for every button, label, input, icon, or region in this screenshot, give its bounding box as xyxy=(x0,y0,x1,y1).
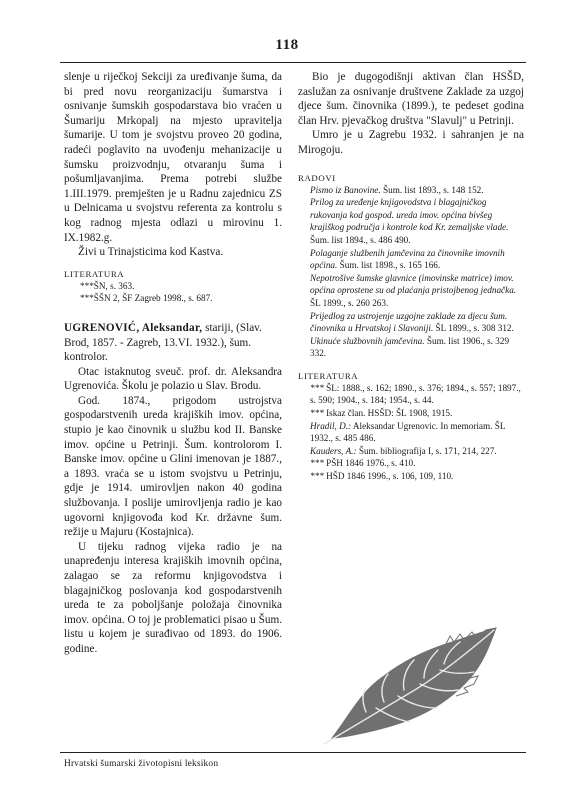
work-item xyxy=(298,335,524,360)
work-ref: ŠL 1899., s. 308 312. xyxy=(433,323,514,334)
paragraph: Otac istaknutog sveuč. prof. dr. Aleksandra Ugrenovića. Školu je polazio u Slav. Brodu. xyxy=(64,365,282,393)
continuation-text: slenje u riječkoj Sekciji za uređivanje šuma, da bi pred novu reorganizaciju šumarstva i osnivanje šumskih gospodarstava bio vraćen u Šumariju Mrkopalj na mjesto upravitelja šumarije. U tom je svojstvu proveo 20 godina, radeći poglavito na uvođenju mehanizacije u šumsku proizvodnju, otvaranju šuma i pošumljavanjima. Prema potrebi službe 1.III.1979. premješten je u Radnu zajednicu ZS u Delnicama u svojstvu referenta za kontrolu s kog radnog mjesta odlazi u mirovinu 1. IX.1982.g. xyxy=(64,71,282,244)
lit-text: Šum. bibliografija I, s. 171, 214, 227. xyxy=(356,445,497,456)
work-title: Prilog za uređenje knjigovodstva i blagajničkog rukovanja kod gospod. ureda imov. općina bivšeg krajiškog područja i kontrole kod Kr. zemaljske vlade. xyxy=(310,197,509,233)
work-ref: Šum. list 1893., s. 148 152. xyxy=(380,184,484,195)
paragraph: God. 1874., prigodom ustrojstva gospodarstvenih ureda krajiških imov. općina, stupio je kao činovnik u službu kod II. Banske imov. općine u Petrinji. Šum. kontrolorom I. Banske imov. općine u Glini imenovan je 1887., a 1893. vraća se u istom svojstvu u Petrinju, gdje je 1914. umirovljen nakon 40 godina službovanja. I poslije umirovljenja radio je kao ugovorni knjigovođa kod Kr. državne šum. režije u Majuru (Kostajnica). xyxy=(64,394,282,539)
lit-text: Iskaz član. HSŠD: ŠL 1908, 1915. xyxy=(323,408,453,419)
left-column xyxy=(64,70,282,657)
work-item xyxy=(298,310,524,335)
entry-name: UGRENOVIĆ, Aleksandar, xyxy=(64,321,203,334)
lit-text: Aleksandar Ugrenovic. In memoriam. ŠL 1932., s. 485 486. xyxy=(310,420,506,444)
literatura-item xyxy=(298,420,524,445)
literatura-item: ***ŠN, s. 363. xyxy=(80,280,135,291)
lit-author: Hradil, D.: xyxy=(310,420,352,431)
header-rule xyxy=(60,62,526,63)
work-item xyxy=(298,247,524,272)
literatura-item xyxy=(298,382,524,407)
lit-text: ŠL: 1888., s. 162; 1890., s. 376; 1894., s. 557; 1897., s. 590; 1904., s. 184; 1954., s. 44. xyxy=(310,382,521,406)
work-item xyxy=(298,184,524,197)
work-title: Polaganje službenih jamčevina za činovnike imovnih općina. xyxy=(310,247,505,271)
lit-author: Kauders, A.: xyxy=(310,445,357,456)
literatura-item xyxy=(298,457,524,470)
lit-text: PŠH 1846 1976., s. 410. xyxy=(323,458,416,469)
page-number: 118 xyxy=(275,37,299,53)
radovi-heading: RADOVI xyxy=(298,172,336,183)
work-title: Nepotrošive šumske glavnice (imovinske matrice) imov. općina oprostene su od plaćanja pristojbenog jednačka. xyxy=(310,272,517,296)
work-ref: Šum. list 1906., s. 329 332. xyxy=(310,335,510,359)
work-ref: Šum. list 1898., s. 165 166. xyxy=(337,260,441,271)
residence-text: Živi u Trinajsticima kod Kastva. xyxy=(78,246,224,259)
leaf-shape xyxy=(332,628,496,738)
literatura-heading: LITERATURA xyxy=(64,268,125,279)
work-item xyxy=(298,272,524,310)
work-title: Ukinuće službovnih jamčevina. xyxy=(310,335,425,346)
paragraph: Umro je u Zagrebu 1932. i sahranjen je na Mirogoju. xyxy=(298,129,524,156)
literatura-list xyxy=(298,382,524,483)
lit-text: HŠD 1846 1996., s. 106, 109, 110. xyxy=(323,471,454,482)
lit-author: *** xyxy=(310,408,324,419)
work-ref: ŠL 1899., s. 260 263. xyxy=(310,297,389,308)
work-item xyxy=(298,196,524,246)
literatura-heading: LITERATURA xyxy=(298,370,359,381)
entry-intro: stariji, (Slav. Brod, 1857. - Zagreb, 13.VI. 1932.), šum. kontrolor. xyxy=(64,321,262,364)
literatura-item: ***ŠŠN 2, ŠF Zagreb 1998., s. 687. xyxy=(80,293,213,304)
lit-author: *** xyxy=(310,382,324,393)
footer-text: Hrvatski šumarski životopisni leksikon xyxy=(64,759,219,769)
paragraph: Bio je dugogodišnji aktivan član HSŠD, zaslužan za osnivanje društvene Zaklade za uzgoj djece šum. činovnika (1899.), te pedeset godina član Hrv. pjevačkog društva "Slavulj" u Petrinji. xyxy=(298,71,524,127)
literatura-item xyxy=(298,470,524,483)
lit-author: *** xyxy=(310,471,324,482)
entry-header xyxy=(64,321,282,365)
paragraph: U tijeku radnog vijeka radio je na unapređenju interesa krajiških imovnih općina, zalagao se za reformu knjigovodstva i blagajničkog poslovanja kod gospodarstvenih ureda te za poboljšanje položaja činovnika imov. općina. O toj je problematici pisao u Šum. listu u kojem je surađivao od 1893. do 1906. godine. xyxy=(64,540,282,655)
literatura-item xyxy=(298,407,524,420)
work-title: Prijedlog za ustrojenje uzgojne zaklade za djecu šum. činovnika u Hrvatskoj i Slavoniji. xyxy=(310,310,508,334)
literatura-item xyxy=(298,445,524,458)
radovi-list xyxy=(298,184,524,360)
leaf-icon xyxy=(318,622,502,752)
lit-author: *** xyxy=(310,458,324,469)
work-ref: Šum. list 1894., s. 486 490. xyxy=(310,234,411,245)
work-title: Pismo iz Banovine. xyxy=(310,184,381,195)
footer-rule xyxy=(60,752,526,753)
right-column xyxy=(298,70,524,483)
